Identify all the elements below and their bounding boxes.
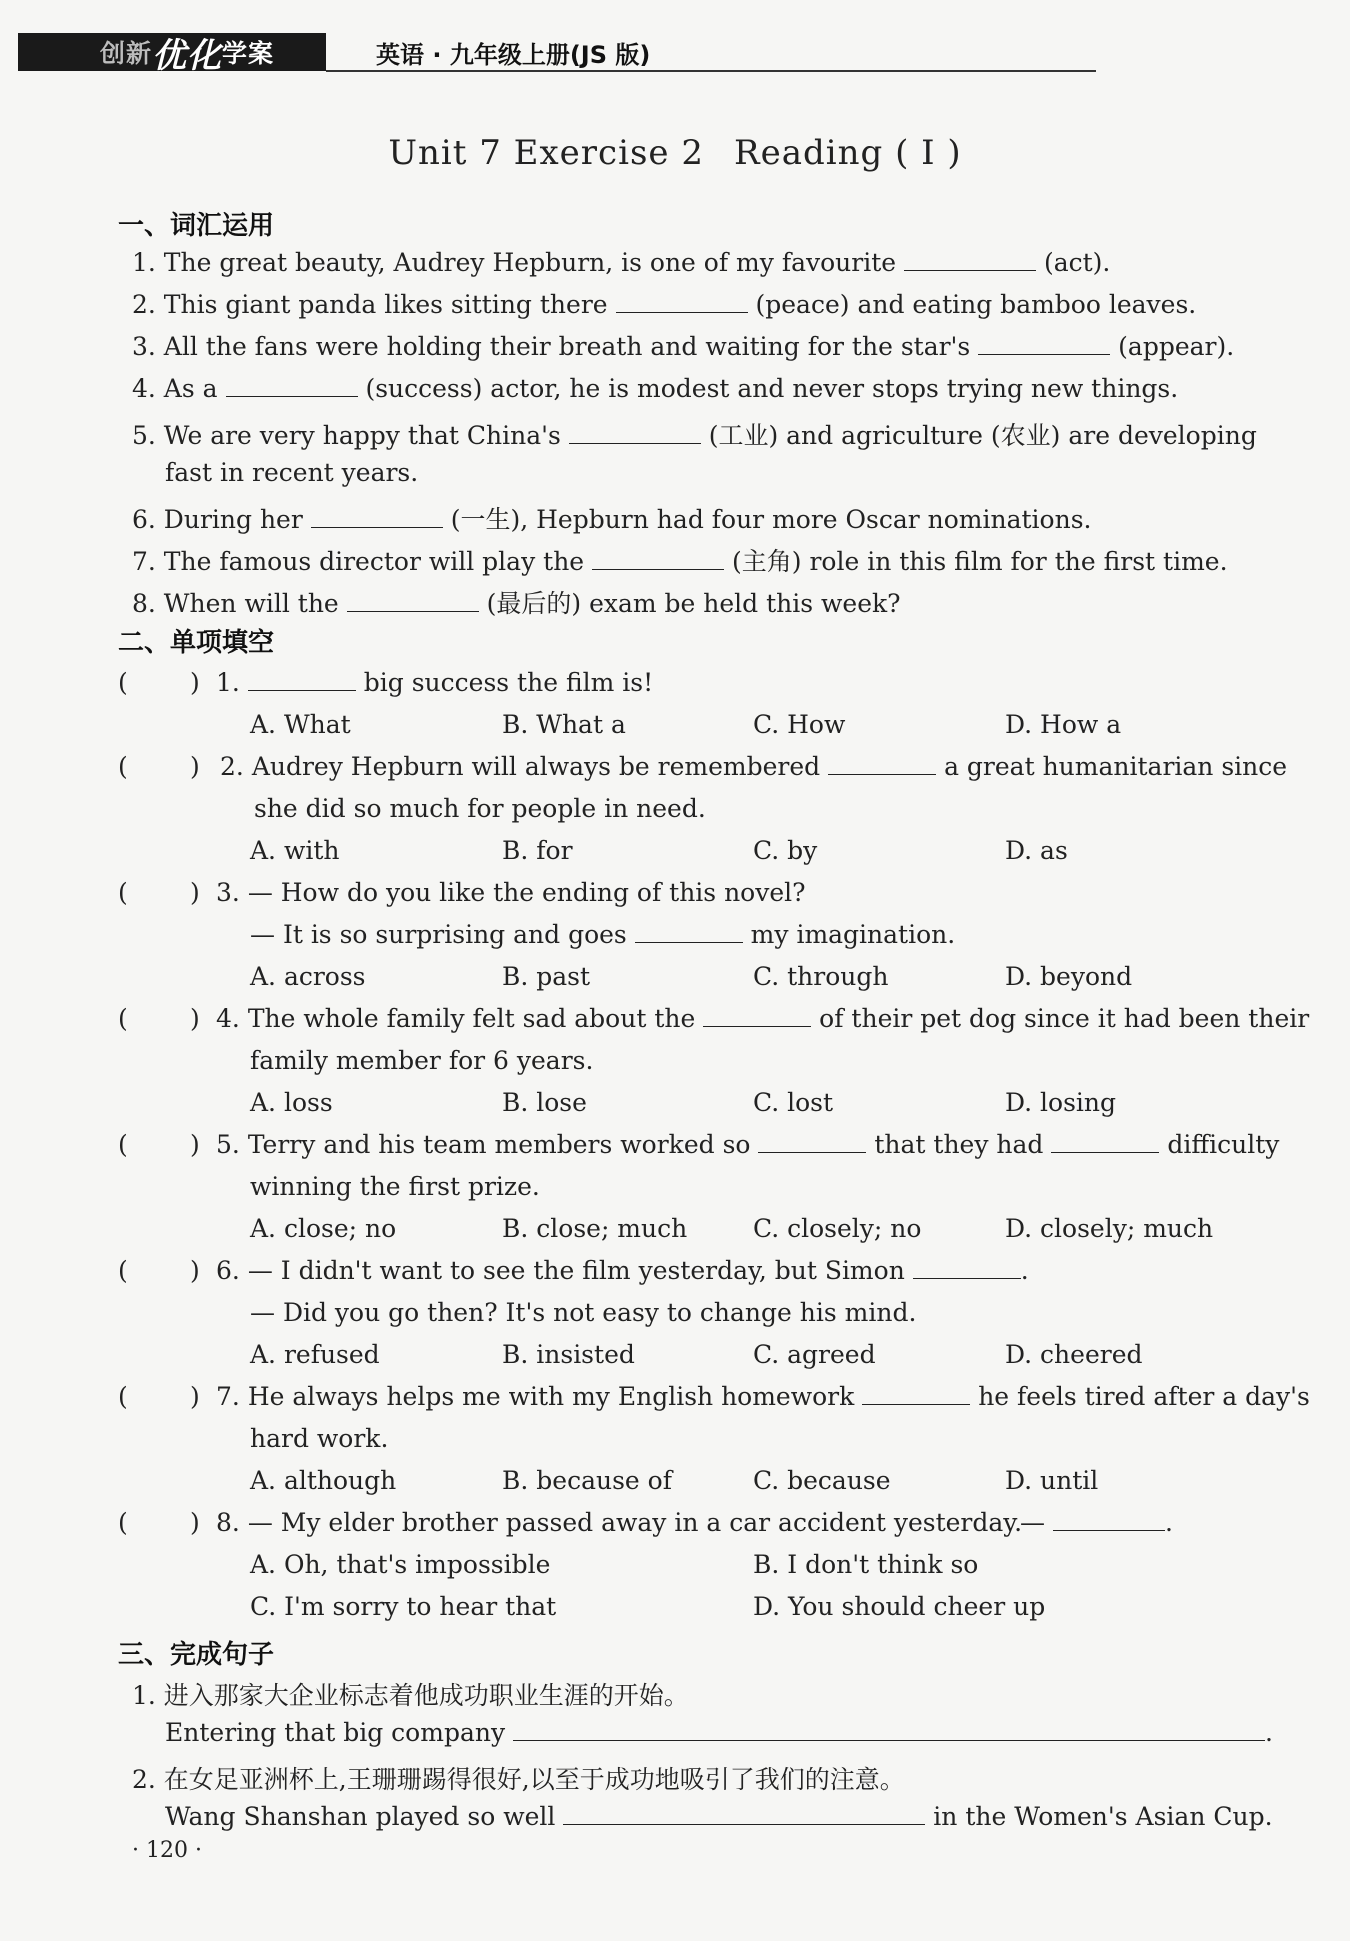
- option-c[interactable]: C. because: [753, 1466, 891, 1495]
- option-d[interactable]: D. beyond: [1005, 962, 1133, 991]
- option-d[interactable]: D. How a: [1005, 710, 1122, 739]
- option-a[interactable]: A. across: [250, 962, 366, 991]
- option-a[interactable]: A. close; no: [250, 1214, 397, 1243]
- header-rule: [326, 70, 1096, 72]
- option-d[interactable]: D. until: [1005, 1466, 1099, 1495]
- mc-question-3: 3. — How do you like the ending of this novel?: [216, 878, 806, 907]
- answer-blank[interactable]: [616, 292, 748, 313]
- vocab-question-1: 1. The great beauty, Audrey Hepburn, is one of my favourite (act).: [132, 248, 1111, 277]
- answer-paren-open: (: [118, 752, 128, 781]
- answer-blank[interactable]: [592, 549, 724, 570]
- page-number: · 120 ·: [132, 1838, 202, 1863]
- translation-answer-1: Entering that big company .: [165, 1718, 1273, 1747]
- answer-blank[interactable]: [311, 507, 443, 528]
- answer-blank[interactable]: [913, 1258, 1021, 1279]
- answer-paren-close: ): [190, 1256, 200, 1285]
- option-d[interactable]: D. closely; much: [1005, 1214, 1214, 1243]
- option-c[interactable]: C. I'm sorry to hear that: [250, 1592, 557, 1621]
- mc-question-3-cont: — It is so surprising and goes my imagination.: [250, 920, 956, 949]
- mc-question-1: 1. big success the film is!: [216, 668, 654, 697]
- answer-paren-close: ): [190, 1130, 200, 1159]
- answer-paren-close: ): [190, 1508, 200, 1537]
- answer-paren-open: (: [118, 1382, 128, 1411]
- mc-question-7: 7. He always helps me with my English homework he feels tired after a day's: [216, 1382, 1310, 1411]
- title-sub: Reading ( Ⅰ ): [733, 133, 962, 173]
- answer-blank[interactable]: [758, 1132, 866, 1153]
- answer-paren-close: ): [190, 1004, 200, 1033]
- mc-question-7-cont: hard work.: [250, 1424, 389, 1453]
- option-b[interactable]: B. insisted: [502, 1340, 635, 1369]
- translation-answer-2: Wang Shanshan played so well in the Women's Asian Cup.: [165, 1802, 1273, 1831]
- mc-question-2-cont: she did so much for people in need.: [254, 794, 706, 823]
- answer-paren-open: (: [118, 1130, 128, 1159]
- vocab-question-2: 2. This giant panda likes sitting there (peace) and eating bamboo leaves.: [132, 290, 1197, 319]
- answer-paren-close: ): [190, 752, 200, 781]
- vocab-question-5-cont: fast in recent years.: [165, 458, 419, 487]
- mc-question-5-cont: winning the first prize.: [250, 1172, 540, 1201]
- vocab-question-5: 5. We are very happy that China's (工业) and agriculture (农业) are developing: [132, 421, 1257, 450]
- mc-question-8: 8. — My elder brother passed away in a car accident yesterday.: [216, 1508, 1023, 1537]
- answer-blank[interactable]: [569, 423, 701, 444]
- answer-paren-open: (: [118, 1256, 128, 1285]
- option-d[interactable]: D. You should cheer up: [753, 1592, 1046, 1621]
- title-main: Unit 7 Exercise 2: [388, 133, 704, 173]
- answer-paren-open: (: [118, 668, 128, 697]
- option-a[interactable]: A. Oh, that's impossible: [250, 1550, 551, 1579]
- answer-blank[interactable]: [635, 922, 743, 943]
- mc-question-4-cont: family member for 6 years.: [250, 1046, 594, 1075]
- translation-prompt-2: 2. 在女足亚洲杯上,王珊珊踢得很好,以至于成功地吸引了我们的注意。: [132, 1765, 905, 1794]
- subject-label: 英语 · 九年级上册(JS 版): [376, 41, 651, 69]
- answer-paren-open: (: [118, 878, 128, 907]
- option-b[interactable]: B. close; much: [502, 1214, 688, 1243]
- brand-text: 创新: [100, 39, 153, 68]
- answer-blank[interactable]: [563, 1804, 925, 1825]
- page-title: [0, 133, 1350, 173]
- mc-question-8-reply: — .: [1020, 1508, 1173, 1537]
- option-c[interactable]: C. lost: [753, 1088, 834, 1117]
- page-header: [18, 33, 1330, 76]
- option-b[interactable]: B. past: [502, 962, 591, 991]
- option-b[interactable]: B. I don't think so: [753, 1550, 979, 1579]
- mc-question-6-cont: — Did you go then? It's not easy to change his mind.: [250, 1298, 917, 1327]
- answer-blank[interactable]: [828, 754, 936, 775]
- option-c[interactable]: C. agreed: [753, 1340, 876, 1369]
- section2-heading: 二、单项填空: [118, 628, 275, 658]
- answer-blank[interactable]: [1051, 1132, 1159, 1153]
- answer-blank[interactable]: [513, 1720, 1265, 1741]
- answer-blank[interactable]: [703, 1006, 811, 1027]
- vocab-question-8: 8. When will the (最后的) exam be held this week?: [132, 589, 901, 618]
- translation-prompt-1: 1. 进入那家大企业标志着他成功职业生涯的开始。: [132, 1681, 689, 1710]
- answer-paren-close: ): [190, 878, 200, 907]
- answer-blank[interactable]: [1053, 1510, 1165, 1531]
- option-a[interactable]: A. loss: [250, 1088, 333, 1117]
- option-b[interactable]: B. What a: [502, 710, 626, 739]
- option-c[interactable]: C. by: [753, 836, 818, 865]
- answer-paren-open: (: [118, 1004, 128, 1033]
- option-b[interactable]: B. for: [502, 836, 573, 865]
- answer-blank[interactable]: [347, 591, 479, 612]
- option-d[interactable]: D. losing: [1005, 1088, 1117, 1117]
- answer-blank[interactable]: [248, 670, 356, 691]
- answer-blank[interactable]: [978, 334, 1110, 355]
- option-c[interactable]: C. through: [753, 962, 889, 991]
- option-d[interactable]: D. cheered: [1005, 1340, 1143, 1369]
- option-a[interactable]: A. with: [250, 836, 340, 865]
- mc-question-6: 6. — I didn't want to see the film yesterday, but Simon .: [216, 1256, 1029, 1285]
- answer-blank[interactable]: [904, 250, 1036, 271]
- vocab-question-4: 4. As a (success) actor, he is modest and never stops trying new things.: [132, 374, 1179, 403]
- vocab-question-3: 3. All the fans were holding their breath and waiting for the star's (appear).: [132, 332, 1235, 361]
- option-c[interactable]: C. How: [753, 710, 846, 739]
- section3-heading: 三、完成句子: [118, 1640, 275, 1670]
- option-b[interactable]: B. because of: [502, 1466, 672, 1495]
- answer-blank[interactable]: [226, 376, 358, 397]
- mc-question-5: 5. Terry and his team members worked so that they had difficulty: [216, 1130, 1280, 1159]
- answer-paren-open: (: [118, 1508, 128, 1537]
- vocab-question-7: 7. The famous director will play the (主角) role in this film for the first time.: [132, 547, 1228, 576]
- brand-tail: 学案: [222, 39, 275, 68]
- option-d[interactable]: D. as: [1005, 836, 1068, 865]
- option-a[interactable]: A. although: [250, 1466, 397, 1495]
- option-a[interactable]: A. refused: [250, 1340, 380, 1369]
- option-a[interactable]: A. What: [250, 710, 351, 739]
- vocab-question-6: 6. During her (一生), Hepburn had four more Oscar nominations.: [132, 505, 1092, 534]
- answer-blank[interactable]: [862, 1384, 970, 1405]
- option-c[interactable]: C. closely; no: [753, 1214, 922, 1243]
- answer-paren-close: ): [190, 1382, 200, 1411]
- brand-emphasis: 优化: [152, 35, 223, 76]
- mc-question-2: 2. Audrey Hepburn will always be remembered a great humanitarian since: [220, 752, 1288, 781]
- section1-heading: 一、词汇运用: [118, 211, 275, 241]
- answer-paren-close: ): [190, 668, 200, 697]
- option-b[interactable]: B. lose: [502, 1088, 587, 1117]
- brand-banner: [18, 33, 326, 76]
- mc-question-4: 4. The whole family felt sad about the of their pet dog since it had been their: [216, 1004, 1310, 1033]
